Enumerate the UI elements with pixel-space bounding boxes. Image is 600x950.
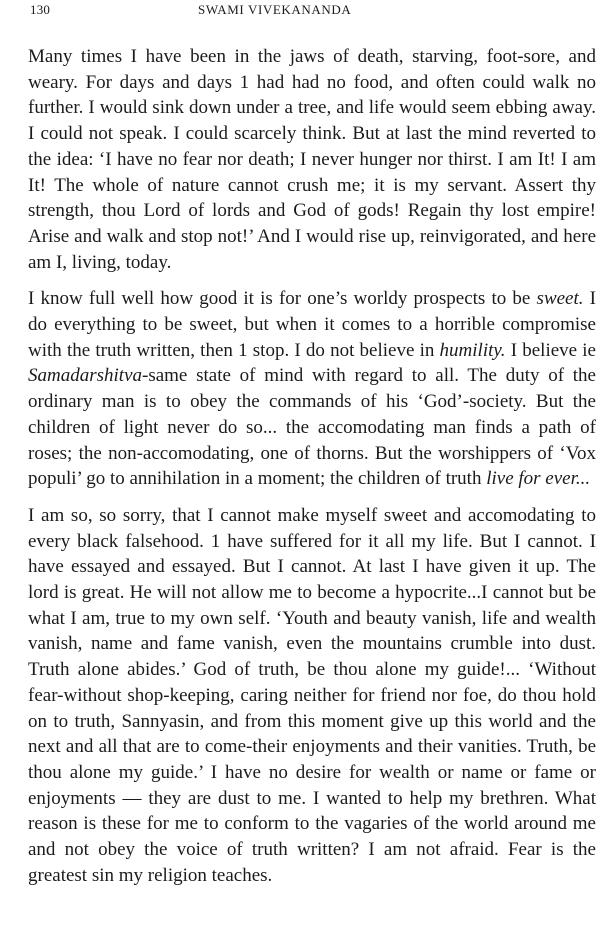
text-run: I am so, so sorry, that I cannot make myself sweet and accomodating to every black falsehood. 1 have suffered for it all my life. But I cannot. I have essayed and essayed. But I cannot. At last I have given it up. The lord is great. He will not allow me to become a hypocrite...I cannot but be what I am, true to my own self. ‘Youth and beauty vanish, life and wealth vanish, name and fame vanish, even the mountains crumble into dust. Truth alone abides.’ God of truth, be thou alone my guide!... ‘Without fear-without shop-keeping, caring neither for friend nor foe, do thou hold on to truth, Sannyasin, and from this moment give up this world and the next and all that are to come-their enjoyments and their vanities. Truth, be thou alone my guide.’ I have no desire for wealth or name or fame or enjoyments — they are dust to me. I wanted to help my brethren. What reason is these for me to conform to the vagaries of the world around me and not obey the voice of truth written? I am not afraid. Fear is the greatest sin my religion teaches. bbox=[28, 504, 596, 886]
running-title: SWAMI VIVEKANANDA bbox=[198, 2, 352, 17]
italic-phrase: sweet. bbox=[536, 288, 584, 310]
page-number: 130 bbox=[30, 2, 51, 17]
text-run: I believe ie bbox=[505, 339, 596, 361]
italic-phrase: live for ever... bbox=[486, 468, 591, 490]
paragraph-1 bbox=[28, 44, 596, 275]
italic-phrase: Samadarshitva bbox=[28, 365, 142, 387]
text-run: Many times I have been in the jaws of death, starving, foot-sore, and weary. For days and days 1 had had no food, and often could walk no further. I would sink down under a tree, and life would seem ebbing away. I could not speak. I could scarcely think. But at last the mind reverted to the idea: ‘I have no fear nor death; I never hunger nor thirst. I am It! I am It! The whole of nature cannot crush me; it is my servant. Assert thy strength, thou Lord of lords and God of gods! Regain thy lost empire! Arise and walk and stop not!’ And I would rise up, reinvigorated, and here am I, living, today. bbox=[28, 46, 596, 273]
text-run: I know full well how good it is for one’s worldy prospects to be bbox=[28, 288, 537, 310]
running-head bbox=[28, 0, 596, 24]
text-run: -same state of mind with regard to all. The duty of the ordinary man is to obey the commands of his ‘God’-society. But the children of light never do so... the accomodating man finds a path of roses; the non-accomodating, one of thorns. But the worshippers of ‘Vox populi’ go to annihilation in a moment; the children of truth bbox=[28, 365, 596, 490]
text-run: I do everything to be sweet, but when it comes to a horrible compromise with the truth written, then 1 stop. I do not believe in bbox=[28, 288, 597, 361]
italic-phrase: humility. bbox=[439, 339, 506, 361]
paragraph-3 bbox=[28, 503, 596, 889]
paragraph-2 bbox=[28, 286, 596, 492]
body-text bbox=[28, 44, 596, 889]
